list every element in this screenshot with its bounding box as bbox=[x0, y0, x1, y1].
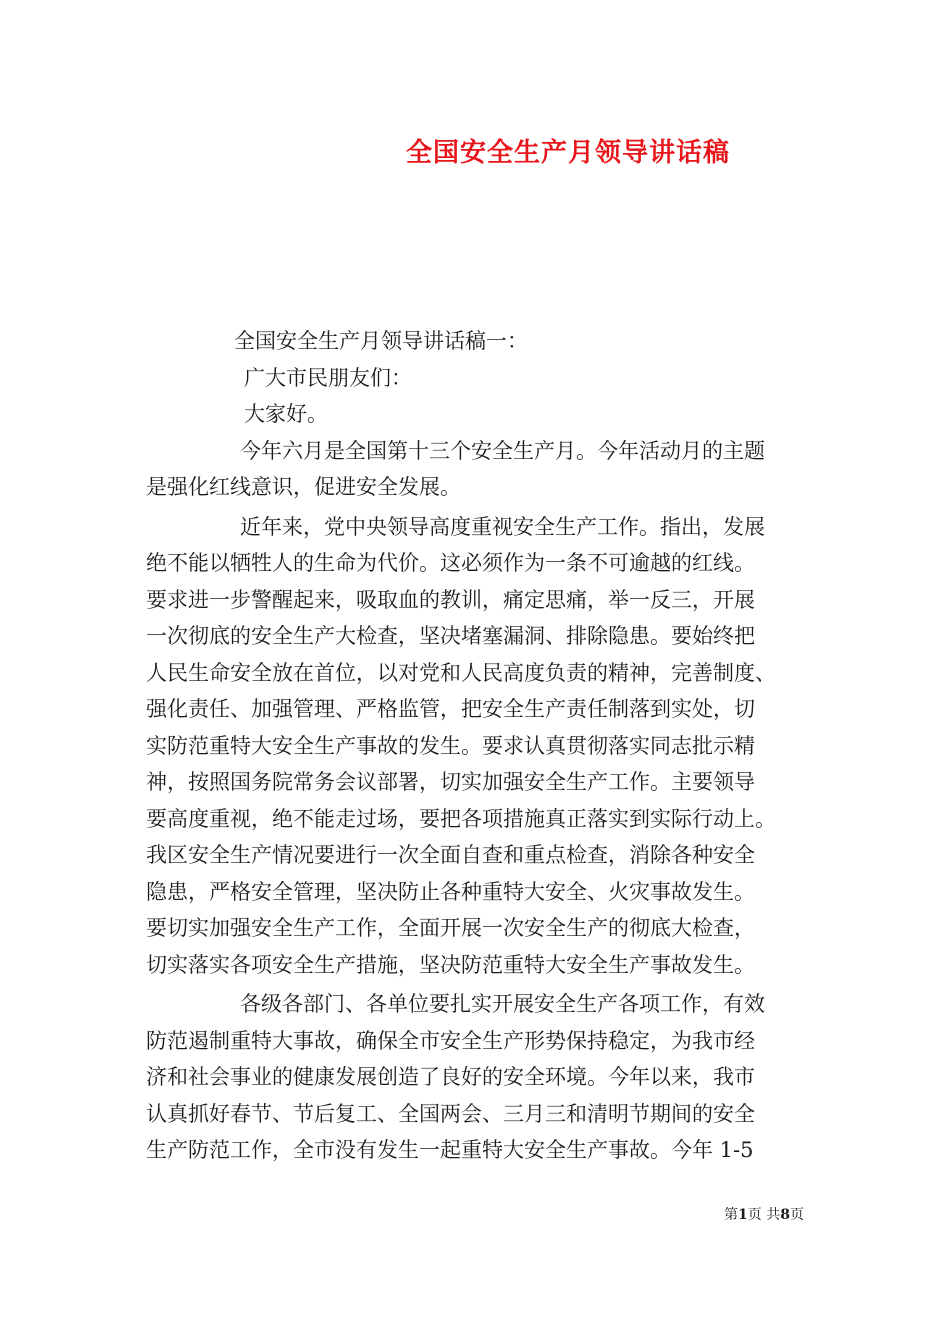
page-number-footer bbox=[724, 1204, 804, 1224]
section-heading: 全国安全生产月领导讲话稿一： bbox=[234, 329, 528, 353]
paragraph-line: 各级各部门、各单位要扎实开展安全生产各项工作，有效 bbox=[240, 992, 765, 1016]
footer-suffix: 页 bbox=[790, 1207, 804, 1223]
paragraph-line: 实防范重特大安全生产事故的发生。要求认真贯彻落实同志批示精 bbox=[146, 733, 755, 758]
paragraph-line: 要求进一步警醒起来，吸取血的教训，痛定思痛，举一反三，开展 bbox=[146, 587, 755, 612]
paragraph-line: 绝不能以牺牲人的生命为代价。这必须作为一条不可逾越的红线。 bbox=[146, 551, 755, 575]
paragraph-line: 济和社会事业的健康发展创造了良好的安全环境。今年以来，我市 bbox=[146, 1065, 755, 1089]
paragraph-1 bbox=[146, 433, 826, 506]
paragraph-line: 一次彻底的安全生产大检查，坚决堵塞漏洞、排除隐患。要始终把 bbox=[146, 624, 755, 648]
document-title: 全国安全生产月领导讲话稿 bbox=[405, 138, 730, 168]
paragraph-line: 认真抓好春节、节后复工、全国两会、三月三和清明节期间的安全 bbox=[146, 1101, 755, 1126]
paragraph-line: 要切实加强安全生产工作，全面开展一次安全生产的彻底大检查， bbox=[146, 916, 755, 940]
total-pages-number: 8 bbox=[780, 1207, 790, 1223]
paragraph-line: 切实落实各项安全生产措施，坚决防范重特大安全生产事故发生。 bbox=[146, 952, 755, 977]
paragraph-line: 人民生命安全放在首位，以对党和人民高度负责的精神，完善制度、 bbox=[146, 660, 776, 685]
paragraph-2 bbox=[146, 509, 826, 984]
document-body bbox=[146, 323, 826, 1169]
footer-middle: 页 共 bbox=[747, 1207, 781, 1223]
salutation: 广大市民朋友们： bbox=[244, 365, 412, 390]
paragraph-line: 神，按照国务院常务会议部署，切实加强安全生产工作。主要领导 bbox=[146, 770, 755, 794]
paragraph-line: 今年六月是全国第十三个安全生产月。今年活动月的主题 bbox=[240, 438, 765, 463]
paragraph-line: 近年来，党中央领导高度重视安全生产工作。指出，发展 bbox=[240, 514, 765, 539]
paragraph-line: 要高度重视，绝不能走过场，要把各项措施真正落实到实际行动上。 bbox=[146, 806, 776, 831]
greeting: 大家好。 bbox=[244, 402, 328, 426]
paragraph-line: 是强化红线意识，促进安全发展。 bbox=[146, 475, 461, 499]
paragraph-line: 生产防范工作，全市没有发生一起重特大安全生产事故。今年 1-5 bbox=[146, 1138, 754, 1162]
paragraph-line: 我区安全生产情况要进行一次全面自查和重点检查，消除各种安全 bbox=[146, 843, 755, 867]
current-page-number: 1 bbox=[738, 1207, 748, 1223]
paragraph-line: 强化责任、加强管理、严格监管，把安全生产责任制落到实处，切 bbox=[146, 697, 755, 721]
footer-prefix: 第 bbox=[724, 1207, 739, 1223]
paragraph-line: 隐患，严格安全管理，坚决防止各种重特大安全、火灾事故发生。 bbox=[146, 879, 755, 904]
paragraph-3 bbox=[146, 986, 826, 1169]
paragraph-line: 防范遏制重特大事故，确保全市安全生产形势保持稳定，为我市经 bbox=[146, 1028, 755, 1053]
